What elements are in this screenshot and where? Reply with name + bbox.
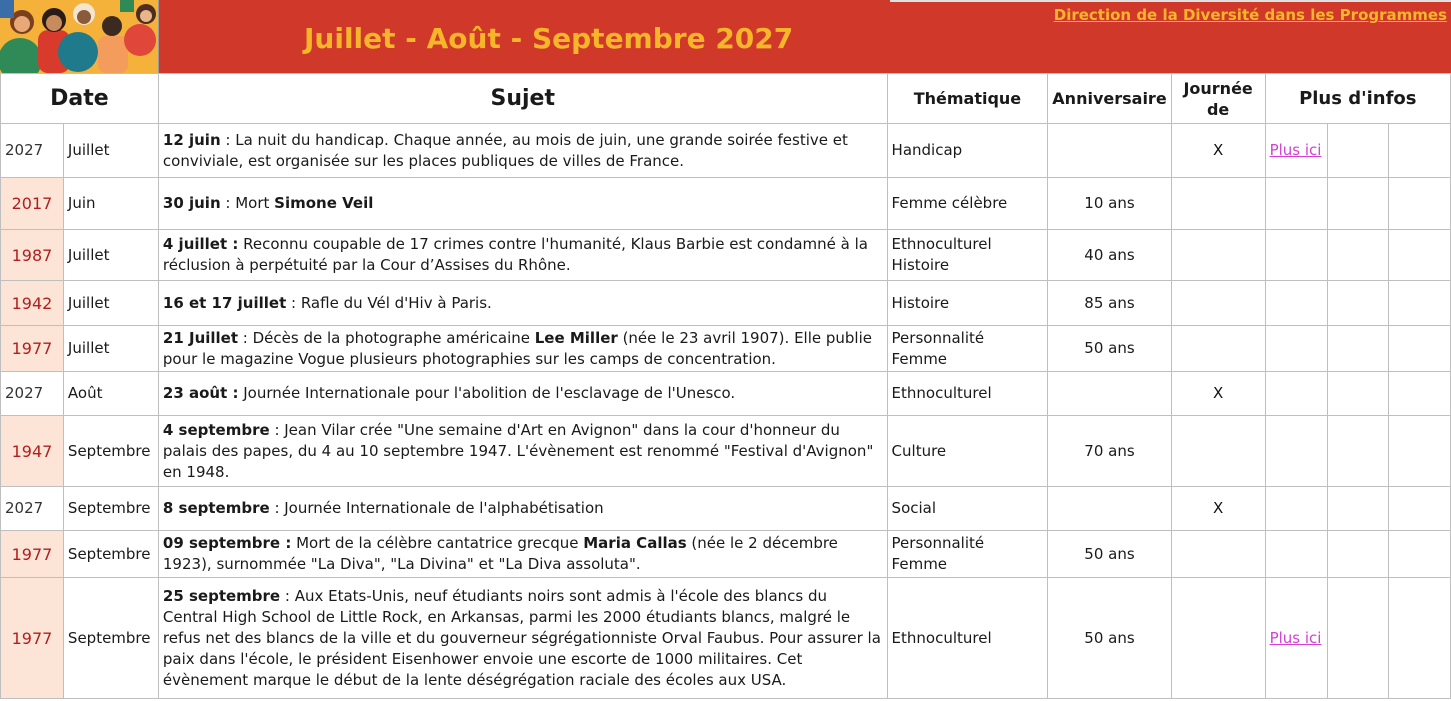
empty-cell [1389, 578, 1451, 699]
table-row [1, 487, 1451, 531]
header-anniversaire: Anniversaire [1048, 74, 1171, 124]
header-date: Date [1, 74, 159, 124]
empty-cell [1328, 487, 1389, 531]
thematique-primary: Ethnoculturel [891, 235, 992, 253]
anniversaire-cell: 50 ans [1048, 531, 1171, 578]
subject-text: : Mort [220, 194, 275, 212]
table-row [1, 578, 1451, 699]
table-row [1, 416, 1451, 487]
month-cell: Juin [63, 178, 158, 230]
header-banner [0, 0, 1451, 74]
table-row [1, 531, 1451, 578]
year-cell: 1977 [1, 578, 64, 699]
subject-text: : La nuit du handicap. Chaque année, au mois de juin, une grande soirée festive et conviviale, est organisée sur les places publiques de villes de France. [162, 130, 848, 170]
anniversaire-cell: 70 ans [1048, 416, 1171, 487]
infos-cell [1265, 372, 1328, 416]
empty-cell [1389, 416, 1451, 487]
subject-cell [158, 124, 887, 178]
empty-cell [1328, 230, 1389, 281]
subject-cell [158, 230, 887, 281]
subject-text-cont: (née le 2 décembre 1923), surnommée "La Diva", "La Divina" et "La Diva assoluta". [162, 534, 838, 573]
subject-cell [158, 326, 887, 372]
subject-person: Simone Veil [274, 194, 374, 212]
thematique-cell [887, 281, 1048, 326]
empty-cell [1389, 281, 1451, 326]
year-cell: 2017 [1, 178, 64, 230]
subject-cell [158, 487, 887, 531]
month-cell: Août [63, 372, 158, 416]
infos-cell [1265, 124, 1328, 178]
journee-cell: X [1171, 487, 1265, 531]
thematique-cell [887, 487, 1048, 531]
journee-cell [1171, 531, 1265, 578]
anniversaire-cell: 10 ans [1048, 178, 1171, 230]
thematique-primary: Culture [891, 441, 947, 460]
journee-cell [1171, 178, 1265, 230]
thematique-secondary: Femme [891, 349, 948, 368]
month-cell: Septembre [63, 531, 158, 578]
subject-text-cont: (née le 23 avril 1907). Elle publie pour le magazine Vogue plusieurs photographies sur les camps de concentration. [162, 328, 872, 368]
subject-date: 8 septembre [162, 499, 270, 517]
subject-date: 09 septembre : [162, 534, 292, 552]
table-row [1, 230, 1451, 281]
anniversaire-cell: 50 ans [1048, 578, 1171, 699]
table-row [1, 372, 1451, 416]
header-thematique: Thématique [887, 74, 1048, 124]
empty-cell [1328, 326, 1389, 372]
month-cell: Juillet [63, 230, 158, 281]
header-sujet: Sujet [158, 74, 887, 124]
infos-cell [1265, 178, 1328, 230]
empty-cell [1328, 578, 1389, 699]
empty-cell [1389, 178, 1451, 230]
thematique-primary: Handicap [891, 141, 963, 159]
year-cell: 1942 [1, 281, 64, 326]
subject-date: 21 Juillet [162, 328, 239, 347]
plus-ici-link[interactable]: Plus ici [1269, 628, 1322, 647]
month-cell: Juillet [63, 326, 158, 372]
subject-text: Mort de la célèbre cantatrice grecque [291, 534, 584, 552]
anniversaire-cell: 50 ans [1048, 326, 1171, 372]
subject-cell [158, 531, 887, 578]
header-infos: Plus d'infos [1265, 74, 1450, 124]
subject-date: 4 juillet : [162, 235, 239, 253]
empty-cell [1389, 372, 1451, 416]
subject-cell [158, 372, 887, 416]
subject-date: 4 septembre [162, 420, 270, 439]
subject-text: : Aux Etats-Unis, neuf étudiants noirs sont admis à l'école des blancs du Central High School de Little Rock, en Arkansas, parmi les 2000 étudiants blancs, malgré le refus net des blancs de la ville et du gouverneur ségrégationniste Orval Faubus. Pour assurer la paix dans l'école, le président Eisenhower envoie une escorte de 1000 militaires. Cet évènement marque le début de la lente déségrégation raciale des écoles aux USA. [162, 586, 881, 689]
anniversaire-cell: 85 ans [1048, 281, 1171, 326]
page-title: Juillet - Août - Septembre 2027 [304, 22, 794, 55]
infos-cell [1265, 230, 1328, 281]
year-cell: 1977 [1, 326, 64, 372]
empty-cell [1328, 178, 1389, 230]
journee-cell [1171, 326, 1265, 372]
subject-date: 25 septembre [162, 586, 281, 605]
thematique-cell [887, 124, 1048, 178]
diversity-logo [0, 0, 159, 73]
anniversaire-cell [1048, 372, 1171, 416]
thematique-primary: Ethnoculturel [891, 384, 992, 402]
subject-date: 23 août : [162, 384, 239, 402]
thematique-cell [887, 230, 1048, 281]
thematique-cell [887, 178, 1048, 230]
events-table [0, 73, 1451, 699]
top-gridline [890, 0, 1451, 2]
journee-cell [1171, 578, 1265, 699]
subject-text: : Rafle du Vél d'Hiv à Paris. [286, 293, 492, 312]
infos-cell [1265, 416, 1328, 487]
year-cell: 2027 [1, 487, 64, 531]
year-cell: 2027 [1, 372, 64, 416]
subject-text: : Jean Vilar crée "Une semaine d'Art en Avignon" dans la cour d'honneur du palais des papes, du 4 au 10 septembre 1947. L'évènement est renommé "Festival d'Avignon" en 1948. [162, 420, 874, 481]
infos-cell [1265, 326, 1328, 372]
table-row [1, 178, 1451, 230]
subject-text: : Décès de la photographe américaine [238, 328, 535, 347]
journee-cell [1171, 230, 1265, 281]
subject-text: : Journée Internationale de l'alphabétisation [269, 499, 604, 517]
thematique-cell [887, 416, 1048, 487]
subject-text: Reconnu coupable de 17 crimes contre l'humanité, Klaus Barbie est condamné à la réclusion à perpétuité par la Cour d’Assises du Rhône. [162, 235, 868, 274]
month-cell: Juillet [63, 281, 158, 326]
infos-cell [1265, 281, 1328, 326]
subject-cell [158, 178, 887, 230]
empty-cell [1389, 487, 1451, 531]
subject-date: 16 et 17 juillet [162, 293, 287, 312]
year-cell: 1947 [1, 416, 64, 487]
header-journee: Journée de [1171, 74, 1265, 124]
subject-cell [158, 578, 887, 699]
thematique-secondary: Femme [891, 555, 948, 573]
journee-cell [1171, 416, 1265, 487]
anniversaire-cell: 40 ans [1048, 230, 1171, 281]
infos-cell [1265, 487, 1328, 531]
empty-cell [1389, 531, 1451, 578]
subject-date: 30 juin [162, 194, 221, 212]
thematique-primary: Personnalité [891, 534, 985, 552]
table-row [1, 281, 1451, 326]
journee-cell [1171, 281, 1265, 326]
empty-cell [1389, 230, 1451, 281]
thematique-primary: Social [891, 499, 937, 517]
thematique-primary: Histoire [891, 293, 950, 312]
thematique-cell [887, 372, 1048, 416]
year-cell: 1977 [1, 531, 64, 578]
empty-cell [1328, 281, 1389, 326]
year-cell: 1987 [1, 230, 64, 281]
infos-cell [1265, 578, 1328, 699]
plus-ici-link[interactable]: Plus ici [1269, 141, 1322, 159]
subject-cell [158, 416, 887, 487]
anniversaire-cell [1048, 487, 1171, 531]
empty-cell [1389, 124, 1451, 178]
empty-cell [1328, 416, 1389, 487]
month-cell: Septembre [63, 416, 158, 487]
thematique-primary: Ethnoculturel [891, 628, 992, 647]
thematique-cell [887, 531, 1048, 578]
empty-cell [1389, 326, 1451, 372]
journee-cell: X [1171, 372, 1265, 416]
thematique-cell [887, 578, 1048, 699]
month-cell: Septembre [63, 487, 158, 531]
anniversaire-cell [1048, 124, 1171, 178]
empty-cell [1328, 531, 1389, 578]
thematique-secondary: Histoire [891, 256, 950, 274]
journee-cell: X [1171, 124, 1265, 178]
subject-date: 12 juin [162, 130, 221, 149]
month-cell: Juillet [63, 124, 158, 178]
subject-text: Journée Internationale pour l'abolition de l'esclavage de l'Unesco. [238, 384, 736, 402]
direction-diversite-link[interactable]: Direction de la Diversité dans les Programmes [1053, 6, 1447, 24]
table-row [1, 326, 1451, 372]
month-cell: Septembre [63, 578, 158, 699]
subject-person: Maria Callas [583, 534, 687, 552]
thematique-primary: Personnalité [891, 328, 985, 347]
year-cell: 2027 [1, 124, 64, 178]
infos-cell [1265, 531, 1328, 578]
thematique-cell [887, 326, 1048, 372]
people-illustration-icon [0, 0, 158, 73]
empty-cell [1328, 372, 1389, 416]
subject-person: Lee Miller [534, 328, 618, 347]
empty-cell [1328, 124, 1389, 178]
subject-cell [158, 281, 887, 326]
thematique-primary: Femme célèbre [891, 194, 1008, 212]
header-row [1, 74, 1451, 124]
table-row [1, 124, 1451, 178]
